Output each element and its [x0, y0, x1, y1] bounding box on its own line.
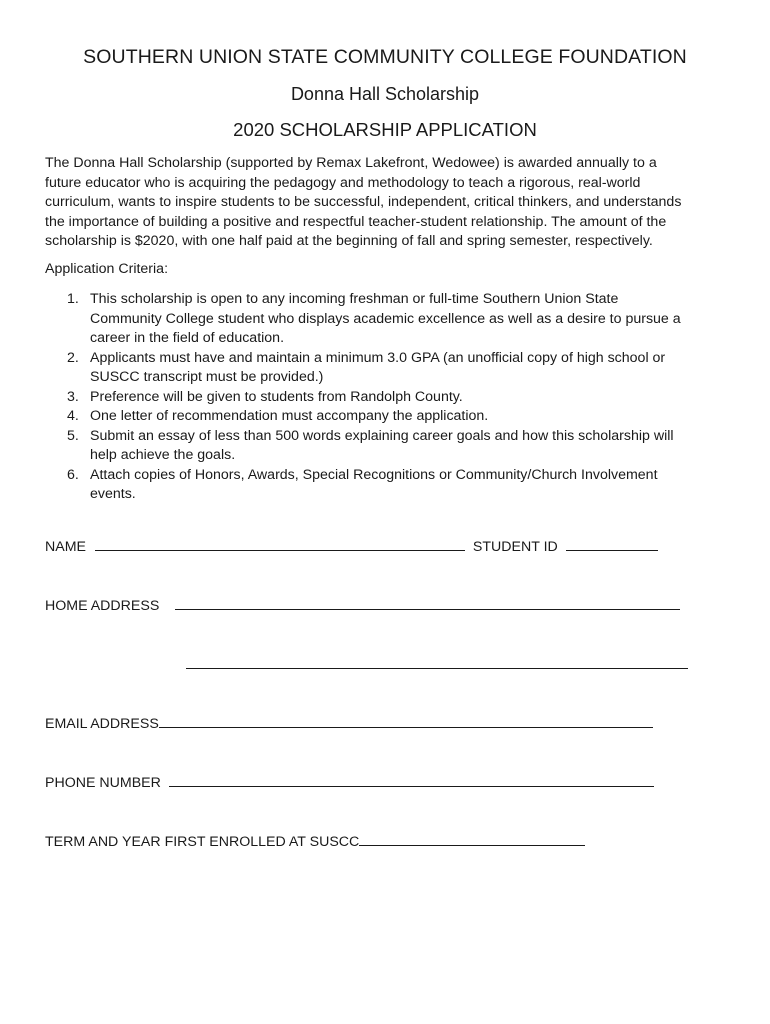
criteria-text: help achieve the goals. [90, 447, 236, 463]
criteria-item [45, 407, 735, 427]
application-title: 2020 SCHOLARSHIP APPLICATION [233, 119, 537, 140]
term-field-row [45, 831, 585, 850]
criteria-text: Attach copies of Honors, Awards, Special Recognitions or Community/Church Involvement [90, 466, 658, 483]
term-blank[interactable] [359, 831, 585, 846]
term-label: TERM AND YEAR FIRST ENROLLED AT SUSCC [45, 834, 360, 850]
criteria-text: One letter of recommendation must accompany the application. [90, 408, 489, 424]
email-field-row [45, 713, 653, 732]
criteria-number: 2. [67, 349, 79, 366]
intro-line: The Donna Hall Scholarship (supported by Remax Lakefront, Wedowee) is awarded annually to a [45, 155, 657, 171]
criteria-text: Applicants must have and maintain a minimum 3.0 GPA (an unofficial copy of high school or [90, 349, 666, 366]
criteria-text: events. [90, 486, 136, 502]
phone-blank[interactable] [169, 772, 654, 787]
intro-paragraph [45, 154, 735, 252]
criteria-item [45, 427, 735, 466]
criteria-text: Community College student who displays academic excellence as well as a desire to pursue a [90, 310, 681, 327]
criteria-text: SUSCC transcript must be provided.) [90, 369, 324, 385]
criteria-number: 6. [67, 466, 79, 483]
phone-field-row [45, 772, 654, 791]
criteria-list [45, 290, 735, 505]
criteria-item [45, 388, 735, 408]
home-address-label: HOME ADDRESS [45, 598, 160, 614]
criteria-text: Preference will be given to students from Randolph County. [90, 388, 463, 405]
home-address-line-2-row [186, 654, 688, 673]
criteria-heading: Application Criteria: [45, 261, 169, 277]
home-address-blank-line-2[interactable] [186, 654, 688, 669]
criteria-text: career in the field of education. [90, 330, 285, 346]
home-address-blank[interactable] [175, 595, 680, 610]
criteria-number: 1. [67, 291, 79, 307]
name-field-row [45, 536, 658, 555]
name-blank[interactable] [95, 536, 465, 551]
criteria-text: Submit an essay of less than 500 words explaining career goals and how this scholarship will [90, 427, 674, 444]
email-label: EMAIL ADDRESS [45, 716, 159, 732]
organization-title: SOUTHERN UNION STATE COMMUNITY COLLEGE FOUNDATION [83, 46, 687, 68]
phone-label: PHONE NUMBER [45, 775, 161, 791]
intro-line: future educator who is acquiring the pedagogy and methodology to teach a rigorous, real-world [45, 174, 641, 191]
home-address-field-row [45, 595, 680, 614]
email-blank[interactable] [159, 713, 653, 728]
criteria-number: 3. [67, 388, 79, 405]
criteria-number: 5. [67, 427, 79, 444]
name-label: NAME [45, 539, 86, 555]
criteria-item [45, 466, 735, 505]
student-id-label: STUDENT ID [472, 539, 558, 555]
student-id-blank[interactable] [566, 536, 658, 551]
scholarship-name: Donna Hall Scholarship [290, 84, 480, 104]
criteria-item [45, 290, 735, 349]
intro-line: scholarship is $2020, with one half paid at the beginning of fall and spring semester, respectively. [45, 233, 653, 249]
intro-line: the importance of building a positive and respectful teacher-student relationship. The amount of the [45, 213, 667, 230]
intro-line: curriculum, wants to inspire students to be successful, independent, critical thinkers, and understands [45, 194, 682, 210]
criteria-item [45, 349, 735, 388]
criteria-text: This scholarship is open to any incoming freshman or full-time Southern Union State [90, 291, 619, 307]
criteria-number: 4. [67, 408, 79, 424]
